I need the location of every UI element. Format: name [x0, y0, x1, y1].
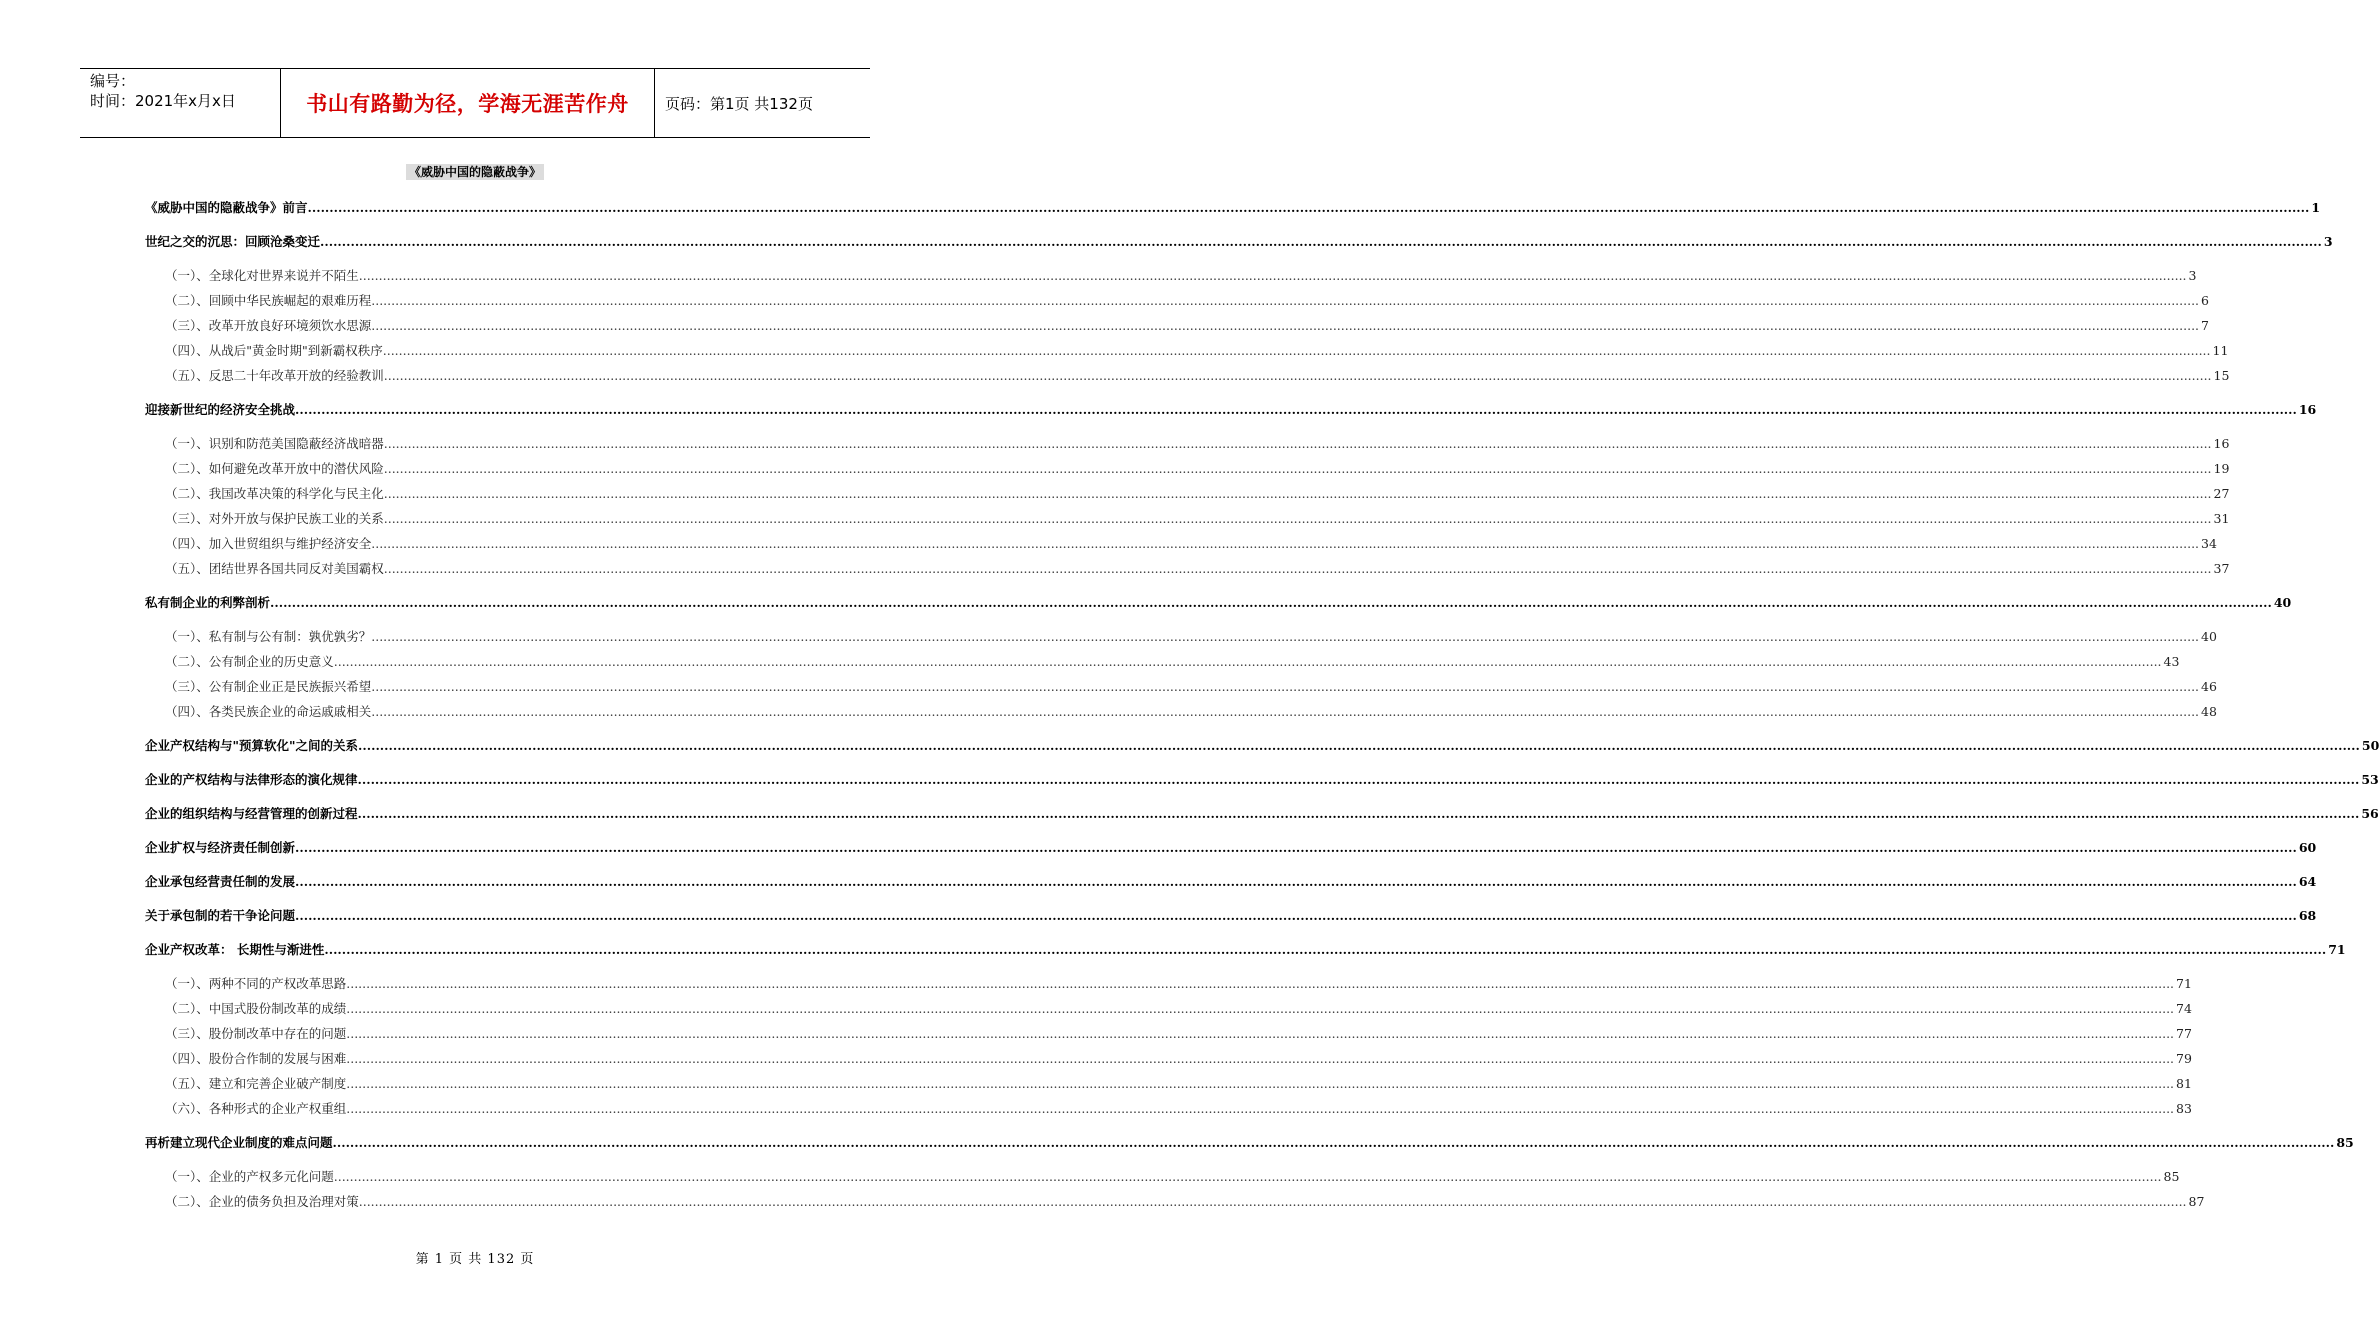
- toc-entry-title: （六）、各种形式的企业产权重组: [165, 1101, 347, 1116]
- toc-entry-title: 企业产权改革： 长期性与渐进性: [145, 942, 325, 957]
- toc-dot-leader: [358, 772, 2360, 787]
- toc-dot-leader: [359, 268, 2187, 283]
- toc-entry-title: （一）、私有制与公有制：孰优孰劣？: [165, 629, 372, 644]
- toc-chapter-entry[interactable]: [145, 736, 2379, 754]
- toc-page-number: 16: [2298, 402, 2317, 417]
- toc-section-entry[interactable]: [165, 266, 2197, 284]
- toc-section-entry[interactable]: [165, 1099, 2192, 1117]
- toc-section-entry[interactable]: [165, 341, 2229, 359]
- toc-chapter-entry[interactable]: [145, 593, 2292, 611]
- toc-page-number: 60: [2298, 840, 2317, 855]
- toc-dot-leader: [346, 1051, 2174, 1066]
- toc-page-number: 68: [2298, 908, 2317, 923]
- toc-page-number: 81: [2176, 1076, 2192, 1091]
- toc-section-entry[interactable]: [165, 652, 2180, 670]
- toc-dot-leader: [358, 738, 2360, 753]
- toc-entry-title: （二）、我国改革决策的科学化与民主化: [165, 486, 384, 501]
- page-footer: 第 1 页 共 132 页: [415, 1252, 535, 1267]
- toc-chapter-entry[interactable]: [145, 400, 2317, 418]
- toc-section-entry[interactable]: [165, 974, 2192, 992]
- toc-page-number: 31: [2213, 511, 2230, 526]
- toc-dot-leader: [383, 343, 2211, 358]
- toc-page-number: 50: [2361, 738, 2379, 753]
- toc-section-entry[interactable]: [165, 999, 2192, 1017]
- toc-entry-title: 企业的产权结构与法律形态的演化规律: [145, 772, 358, 787]
- toc-entry-title: 企业产权结构与"预算软化"之间的关系: [145, 738, 359, 753]
- toc-page-number: 77: [2176, 1026, 2192, 1041]
- toc-entry-title: 企业扩权与经济责任制创新: [145, 840, 296, 855]
- toc-dot-leader: [358, 806, 2360, 821]
- toc-entry-title: （二）、公有制企业的历史意义: [165, 654, 334, 669]
- toc-section-entry[interactable]: [165, 1192, 2205, 1210]
- toc-dot-leader: [371, 318, 2199, 333]
- toc-chapter-entry[interactable]: [145, 906, 2317, 924]
- toc-chapter-entry[interactable]: [145, 198, 2321, 216]
- toc-page-number: 87: [2188, 1194, 2205, 1209]
- toc-section-entry[interactable]: [165, 1167, 2180, 1185]
- toc-dot-leader: [371, 704, 2199, 719]
- toc-dot-leader: [346, 1076, 2174, 1091]
- toc-entry-title: （二）、中国式股份制改革的成绩: [165, 1001, 347, 1016]
- toc-section-entry[interactable]: [165, 627, 2217, 645]
- toc-entry-title: 关于承包制的若干争论问题: [145, 908, 296, 923]
- toc-entry-title: （三）、公有制企业正是民族振兴希望: [165, 679, 372, 694]
- toc-section-entry[interactable]: [165, 366, 2230, 384]
- toc-entry-title: 世纪之交的沉思：回顾沧桑变迁: [145, 234, 321, 249]
- toc-chapter-entry[interactable]: [145, 232, 2333, 250]
- toc-section-entry[interactable]: [165, 534, 2217, 552]
- toc-chapter-entry[interactable]: [145, 872, 2317, 890]
- toc-page-number: 79: [2176, 1051, 2192, 1066]
- toc-entry-title: （五）、反思二十年改革开放的经验教训: [165, 368, 384, 383]
- toc-entry-title: 企业承包经营责任制的发展: [145, 874, 296, 889]
- toc-page-number: 48: [2201, 704, 2217, 719]
- toc-page-number: 56: [2361, 806, 2379, 821]
- toc-entry-title: （三）、对外开放与保护民族工业的关系: [165, 511, 384, 526]
- toc-page-number: 40: [2201, 629, 2217, 644]
- toc-section-entry[interactable]: [165, 434, 2230, 452]
- toc-dot-leader: [371, 293, 2199, 308]
- toc-entry-title: （三）、股份制改革中存在的问题: [165, 1026, 347, 1041]
- toc-entry-title: （五）、建立和完善企业破产制度: [165, 1076, 347, 1091]
- toc-dot-leader: [384, 436, 2212, 451]
- toc-section-entry[interactable]: [165, 1024, 2192, 1042]
- toc-page-number: 34: [2201, 536, 2217, 551]
- toc-entry-title: （一）、识别和防范美国隐蔽经济战暗器: [165, 436, 384, 451]
- toc-entry-title: （二）、回顾中华民族崛起的艰难历程: [165, 293, 372, 308]
- toc-page-number: 74: [2176, 1001, 2192, 1016]
- toc-dot-leader: [371, 629, 2199, 644]
- toc-page-number: 15: [2213, 368, 2230, 383]
- toc-entry-title: （一）、企业的产权多元化问题: [165, 1169, 334, 1184]
- toc-section-entry[interactable]: [165, 484, 2230, 502]
- toc-page-number: 6: [2201, 293, 2209, 308]
- toc-section-entry[interactable]: [165, 291, 2209, 309]
- toc-page-number: 16: [2213, 436, 2230, 451]
- toc-entry-title: （二）、企业的债务负担及治理对策: [165, 1194, 359, 1209]
- toc-page-number: 37: [2213, 561, 2230, 576]
- toc-chapter-entry[interactable]: [145, 838, 2317, 856]
- toc-page-number: 83: [2176, 1101, 2192, 1116]
- document-date-label: 时间：2021年x月x日: [90, 92, 236, 110]
- toc-dot-leader: [295, 908, 2297, 923]
- toc-entry-title: （二）、如何避免改革开放中的潜伏风险: [165, 461, 384, 476]
- toc-dot-leader: [371, 679, 2199, 694]
- toc-dot-leader: [334, 654, 2162, 669]
- toc-page-number: 64: [2298, 874, 2317, 889]
- toc-entry-title: 迎接新世纪的经济安全挑战: [145, 402, 296, 417]
- toc-section-entry[interactable]: [165, 559, 2230, 577]
- toc-dot-leader: [384, 486, 2212, 501]
- toc-dot-leader: [359, 1194, 2187, 1209]
- toc-dot-leader: [333, 1135, 2335, 1150]
- toc-page-number: 1: [2311, 200, 2321, 215]
- toc-entry-title: （一）、两种不同的产权改革思路: [165, 976, 347, 991]
- toc-page-number: 40: [2273, 595, 2292, 610]
- toc-entry-title: （四）、各类民族企业的命运戚戚相关: [165, 704, 372, 719]
- toc-dot-leader: [384, 511, 2212, 526]
- toc-entry-title: （三）、改革开放良好环境须饮水思源: [165, 318, 372, 333]
- toc-section-entry[interactable]: [165, 509, 2230, 527]
- toc-page-number: 85: [2163, 1169, 2180, 1184]
- toc-page-number: 46: [2201, 679, 2217, 694]
- toc-entry-title: （五）、团结世界各国共同反对美国霸权: [165, 561, 384, 576]
- toc-section-entry[interactable]: [165, 702, 2217, 720]
- header-page-count: 页码：第1页 共132页: [665, 94, 813, 113]
- toc-page-number: 11: [2212, 343, 2229, 358]
- toc-section-entry[interactable]: [165, 677, 2217, 695]
- toc-dot-leader: [384, 368, 2212, 383]
- toc-entry-title: （四）、加入世贸组织与维护经济安全: [165, 536, 372, 551]
- toc-dot-leader: [295, 840, 2297, 855]
- toc-page-number: 7: [2201, 318, 2209, 333]
- toc-page-number: 71: [2328, 942, 2346, 957]
- toc-entry-title: （四）、股份合作制的发展与困难: [165, 1051, 347, 1066]
- toc-section-entry[interactable]: [165, 1074, 2192, 1092]
- toc-dot-leader: [295, 874, 2297, 889]
- toc-page-number: 3: [2188, 268, 2197, 283]
- document-number-label: 编号：: [90, 72, 136, 90]
- toc-dot-leader: [346, 976, 2174, 991]
- toc-dot-leader: [384, 461, 2212, 476]
- toc-dot-leader: [334, 1169, 2162, 1184]
- toc-section-entry[interactable]: [165, 459, 2230, 477]
- toc-chapter-entry[interactable]: [145, 1133, 2354, 1151]
- toc-entry-title: 企业的组织结构与经营管理的创新过程: [145, 806, 358, 821]
- toc-dot-leader: [371, 536, 2199, 551]
- toc-entry-title: 《威胁中国的隐蔽战争》前言: [145, 200, 308, 215]
- document-title-text: 《威胁中国的隐蔽战争》: [406, 164, 544, 180]
- toc-chapter-entry[interactable]: [145, 770, 2379, 788]
- toc-dot-leader: [270, 595, 2272, 610]
- toc-page-number: 19: [2213, 461, 2230, 476]
- toc-section-entry[interactable]: [165, 316, 2209, 334]
- toc-dot-leader: [320, 234, 2322, 249]
- toc-page-number: 27: [2213, 486, 2230, 501]
- toc-page-number: 85: [2336, 1135, 2354, 1150]
- toc-entry-title: 私有制企业的利弊剖析: [145, 595, 271, 610]
- toc-chapter-entry[interactable]: [145, 940, 2346, 958]
- toc-entry-title: 再析建立现代企业制度的难点问题: [145, 1135, 333, 1150]
- toc-dot-leader: [346, 1001, 2174, 1016]
- toc-dot-leader: [324, 942, 2326, 957]
- toc-section-entry[interactable]: [165, 1049, 2192, 1067]
- toc-dot-leader: [346, 1101, 2174, 1116]
- toc-page-number: 71: [2176, 976, 2192, 991]
- toc-dot-leader: [346, 1026, 2174, 1041]
- toc-dot-leader: [308, 200, 2310, 215]
- toc-chapter-entry[interactable]: [145, 804, 2379, 822]
- header-motto: 书山有路勤为径，学海无涯苦作舟: [306, 92, 629, 116]
- toc-page-number: 53: [2361, 772, 2379, 787]
- toc-dot-leader: [295, 402, 2297, 417]
- toc-entry-title: （四）、从战后"黄金时期"到新霸权秩序: [165, 343, 383, 358]
- toc-page-number: 3: [2323, 234, 2333, 249]
- toc-entry-title: （一）、全球化对世界来说并不陌生: [165, 268, 359, 283]
- toc-page-number: 43: [2163, 654, 2180, 669]
- toc-dot-leader: [384, 561, 2212, 576]
